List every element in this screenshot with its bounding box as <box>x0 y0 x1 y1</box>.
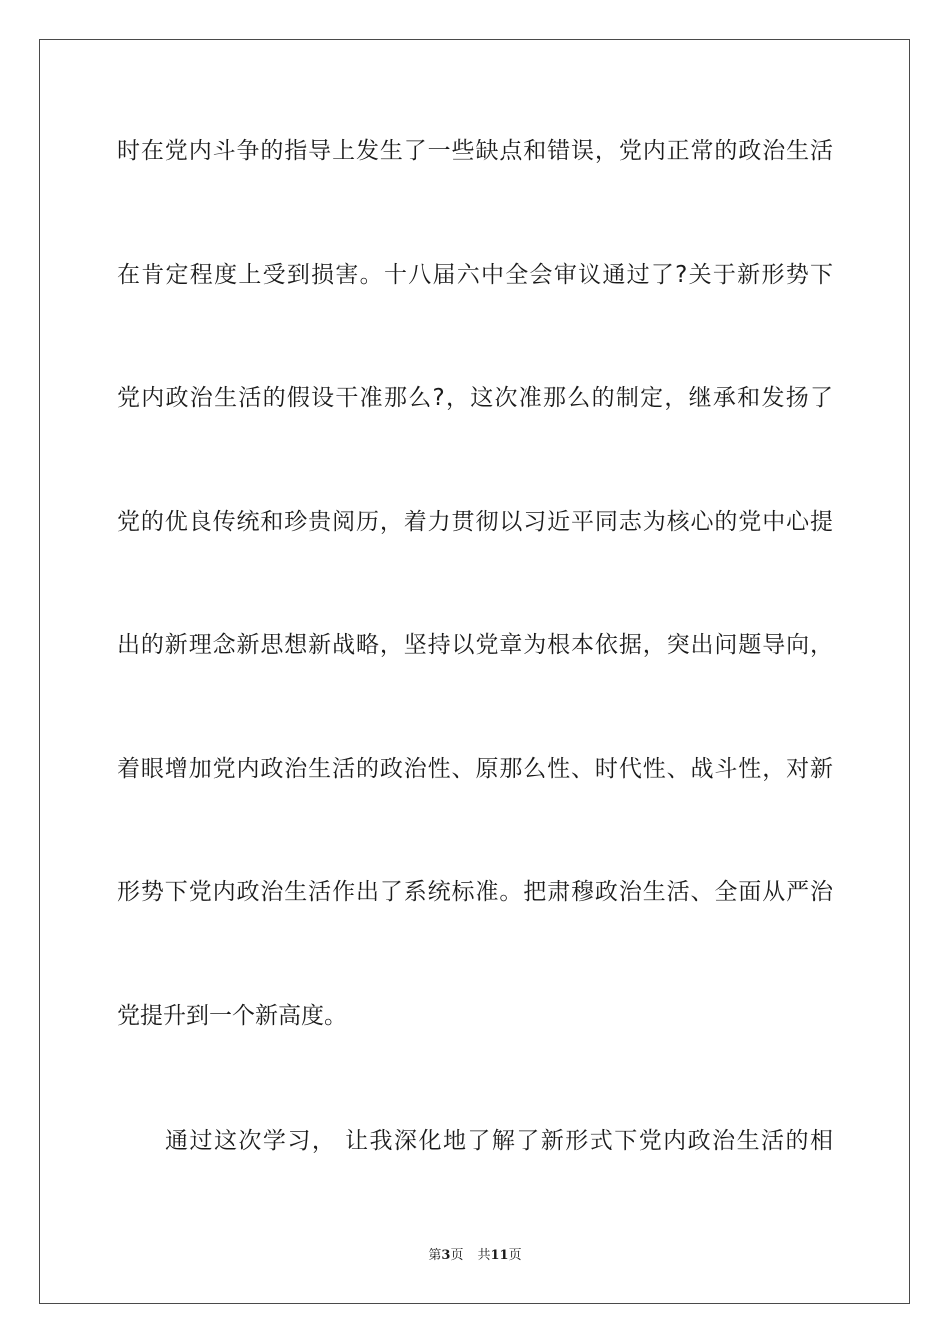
body-line-4: 党的优良传统和珍贵阅历，着力贯彻以习近平同志为核心的党中心提 <box>117 509 833 535</box>
body-line-9: 通过这次学习， 让我深化地了解了新形式下党内政治生活的相 <box>165 1128 833 1154</box>
body-line-6: 着眼增加党内政治生活的政治性、原那么性、时代性、战斗性，对新 <box>117 756 833 782</box>
body-line-1: 时在党内斗争的指导上发生了一些缺点和错误，党内正常的政治生活 <box>117 138 833 164</box>
page-footer <box>0 1247 950 1265</box>
footer-page-suffix: 页 <box>450 1248 464 1263</box>
footer-total-number: 11 <box>490 1248 509 1263</box>
footer-page-number: 3 <box>441 1248 451 1263</box>
body-line-7: 形势下党内政治生活作出了系统标准。把肃穆政治生活、全面从严治 <box>117 879 833 905</box>
body-line-3: 党内政治生活的假设干准那么?，这次准那么的制定，继承和发扬了 <box>117 385 833 411</box>
body-line-8: 党提升到一个新高度。 <box>117 1003 347 1029</box>
footer-total-suffix: 页 <box>508 1248 522 1263</box>
footer-total-prefix: 共 <box>477 1248 491 1263</box>
body-line-2: 在肯定程度上受到损害。十八届六中全会审议通过了?关于新形势下 <box>117 262 833 288</box>
footer-page-prefix: 第 <box>428 1248 442 1263</box>
page-frame <box>39 39 910 1304</box>
body-line-5: 出的新理念新思想新战略，坚持以党章为根本依据，突出问题导向， <box>117 632 833 658</box>
